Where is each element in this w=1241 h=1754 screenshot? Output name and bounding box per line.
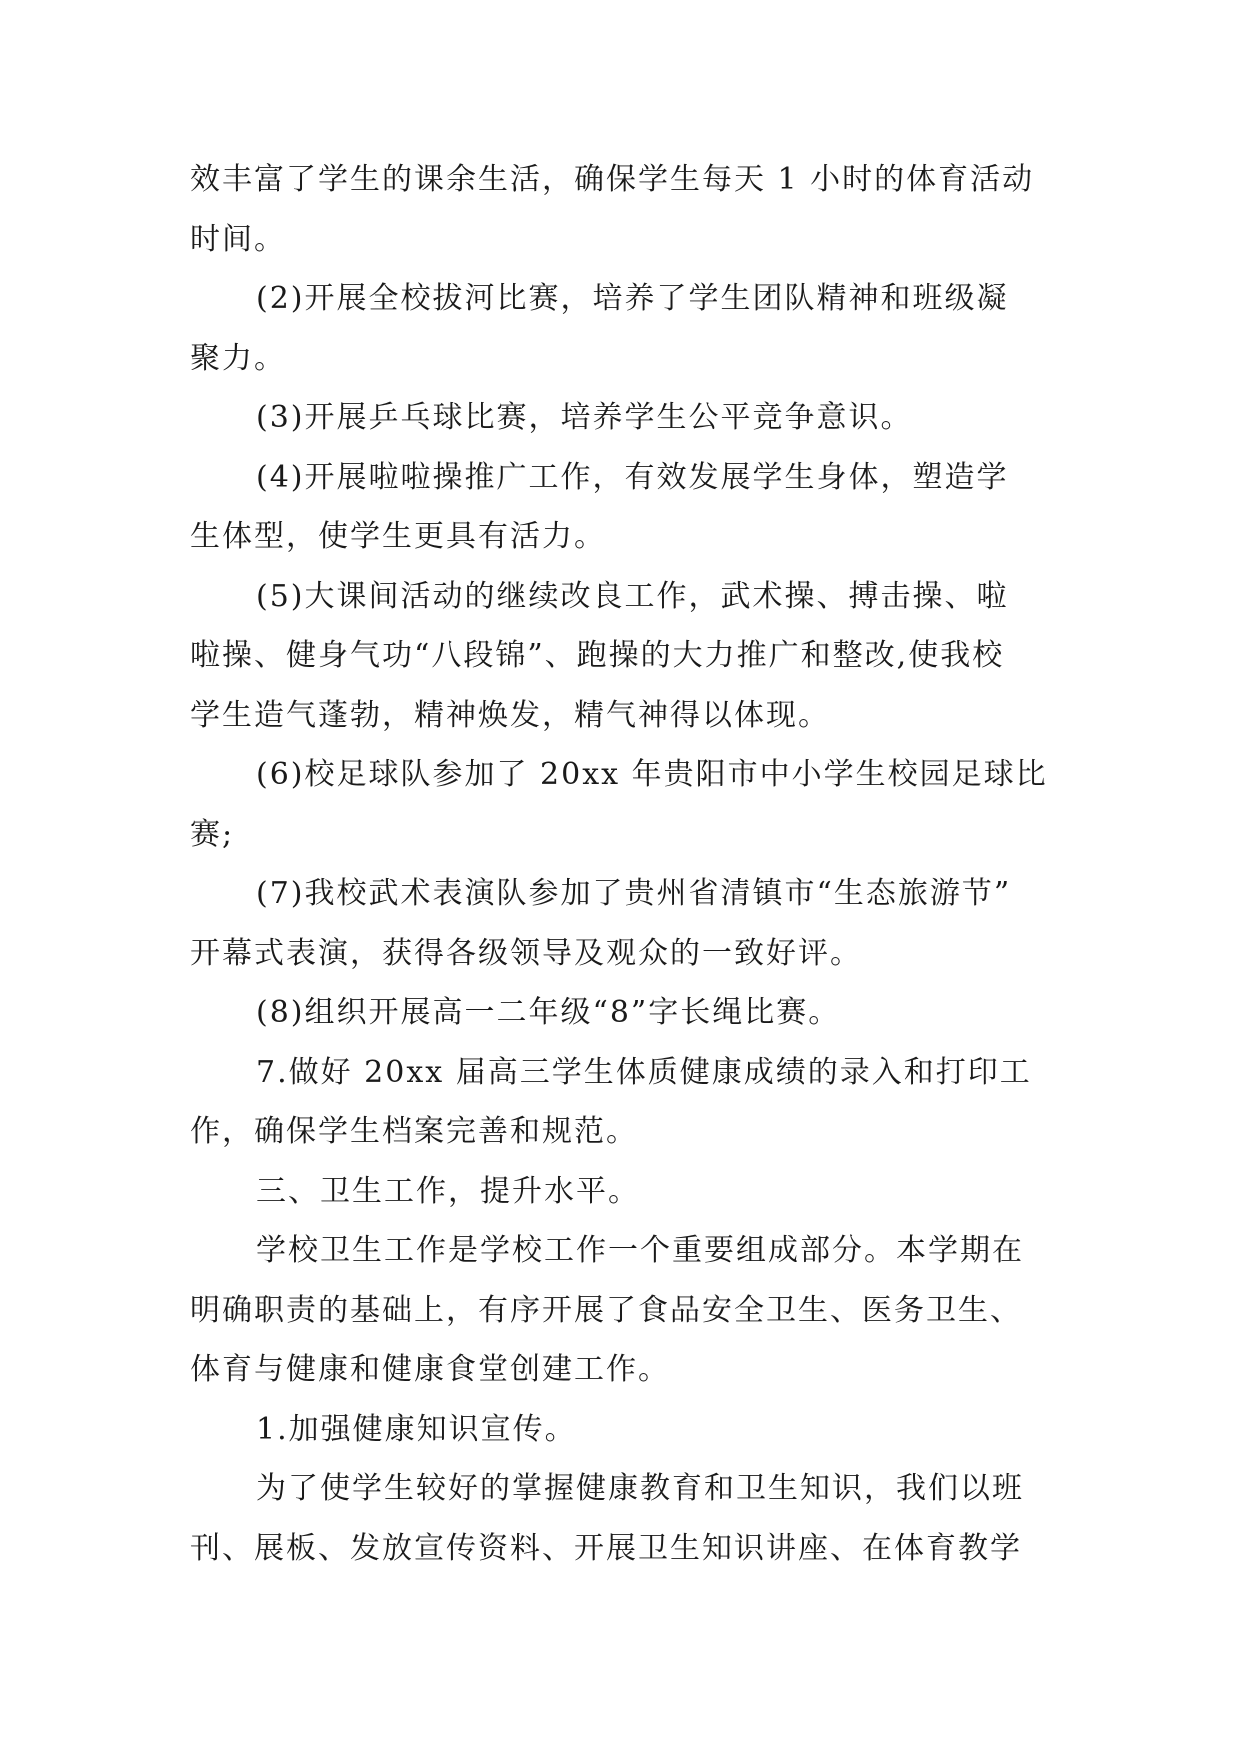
text-line: 聚力。: [190, 340, 286, 376]
text-line: (6)校足球队参加了 20xx 年贵阳市中小学生校园足球比: [256, 757, 1048, 792]
text-line: 明确职责的基础上，有序开展了食品安全卫生、医务卫生、: [190, 1292, 1022, 1328]
text-line: 为了使学生较好的掌握健康教育和卫生知识，我们以班: [256, 1471, 1024, 1506]
text-line: 作，确保学生档案完善和规范。: [190, 1114, 638, 1149]
text-line: 啦操、健身气功“八段锦”、跑操的大力推广和整改,使我校: [190, 638, 1005, 673]
text-line: 刊、展板、发放宣传资料、开展卫生知识讲座、在体育教学: [190, 1530, 1022, 1566]
text-line: 学校卫生工作是学校工作一个重要组成部分。本学期在: [256, 1233, 1024, 1268]
text-line: (3)开展乒乓球比赛，培养学生公平竞争意识。: [256, 400, 913, 435]
text-line: 时间。: [190, 221, 286, 257]
text-line: (5)大课间活动的继续改良工作，武术操、搏击操、啦: [256, 578, 1009, 614]
text-line: (8)组织开展高一二年级“8”字长绳比赛。: [256, 995, 841, 1030]
text-line: (4)开展啦啦操推广工作，有效发展学生身体，塑造学: [256, 459, 1009, 495]
text-line: 1.加强健康知识宣传。: [256, 1411, 577, 1447]
text-line: 效丰富了学生的课余生活，确保学生每天 1 小时的体育活动: [190, 162, 1035, 197]
text-line: 体育与健康和健康食堂创建工作。: [190, 1352, 670, 1387]
text-line: 开幕式表演，获得各级领导及观众的一致好评。: [190, 935, 862, 971]
text-line: 生体型，使学生更具有活力。: [190, 519, 606, 554]
document-body: [190, 160, 1050, 1588]
text-line: 学生造气蓬勃，精神焕发，精气神得以体现。: [190, 697, 830, 733]
text-line: (2)开展全校拔河比赛，培养了学生团队精神和班级凝: [256, 281, 1009, 316]
text-line: 赛;: [190, 816, 235, 852]
text-line: 7.做好 20xx 届高三学生体质健康成绩的录入和打印工: [256, 1054, 1032, 1090]
text-line: 三、卫生工作，提升水平。: [256, 1173, 640, 1209]
text-line: (7)我校武术表演队参加了贵州省清镇市“生态旅游节”: [256, 876, 1012, 911]
